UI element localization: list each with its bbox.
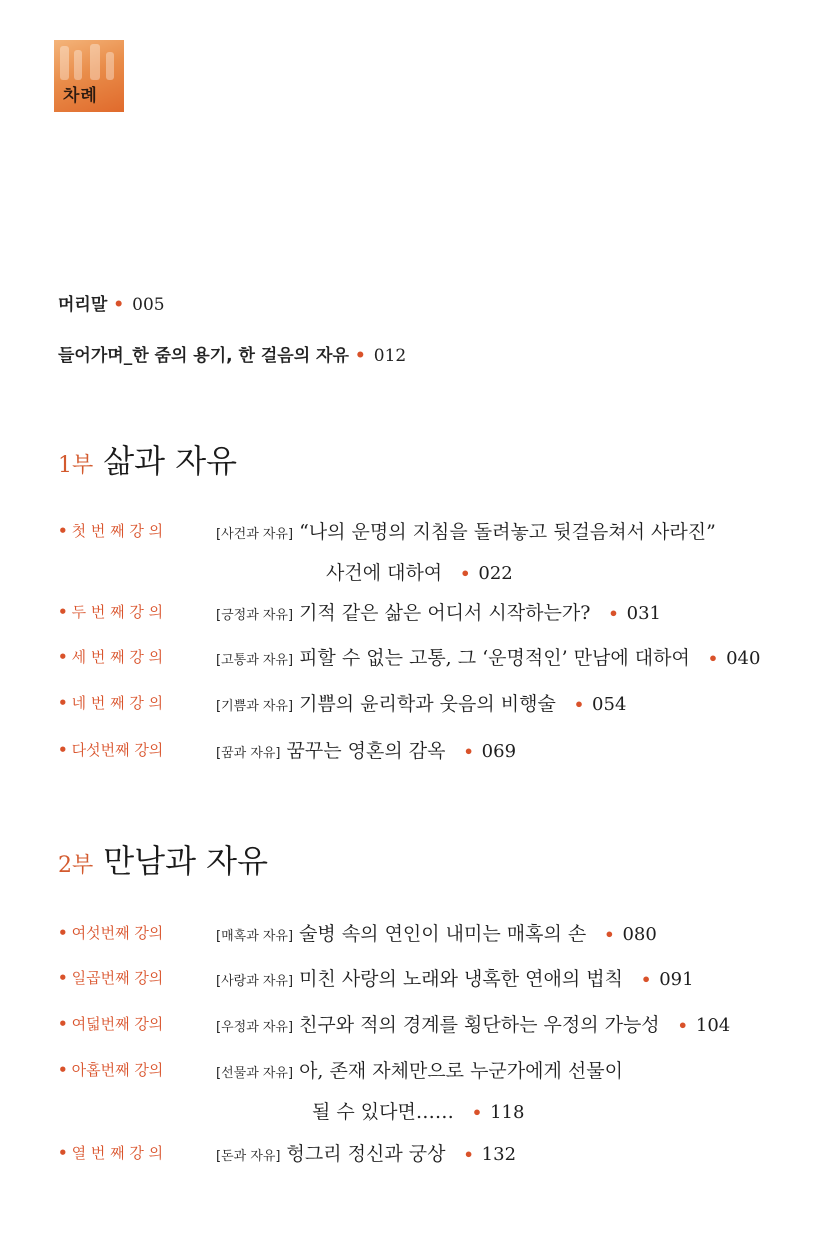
bullet-dot: •: [58, 924, 68, 942]
lecture-label: • 열 번 째 강 의: [58, 1144, 164, 1162]
bullet-dot: •: [58, 969, 68, 987]
chapter-title: 친구와 적의 경계를 횡단하는 우정의 가능성: [299, 1014, 660, 1036]
chapter-tag: [매혹과 자유]: [216, 929, 294, 944]
chapter-title: “나의 운명의 지침을 돌려놓고 뒷걸음쳐서 사라진”: [299, 521, 716, 543]
page-number: 118: [490, 1102, 525, 1123]
bullet-dot: •: [608, 604, 619, 623]
chapter-title: 술병 속의 연인이 내미는 매혹의 손: [299, 923, 587, 945]
part-number: 1부: [58, 453, 94, 478]
lecture-label: • 여덟번째 강의: [58, 1015, 164, 1033]
bullet-dot: •: [58, 1015, 68, 1033]
lecture-label: • 두 번 째 강 의: [58, 603, 164, 621]
bullet-dot: •: [58, 648, 68, 666]
bullet-dot: •: [58, 694, 68, 712]
chapter-tag: [선물과 자유]: [216, 1066, 294, 1081]
bullet-dot: •: [58, 522, 68, 540]
front-matter-label: 머리말: [58, 295, 108, 315]
page-number: 031: [626, 603, 661, 624]
chapter-tag: [긍정과 자유]: [216, 608, 294, 623]
bullet-dot: •: [640, 970, 652, 989]
bullet-dot: •: [707, 649, 719, 668]
lecture-label: • 아홉번째 강의: [58, 1061, 164, 1079]
bullet-dot: •: [463, 1145, 474, 1164]
page-number: 091: [659, 969, 694, 990]
front-matter-intro[interactable]: [58, 341, 406, 366]
bullet-dot: •: [604, 925, 615, 944]
bullet-dot: •: [58, 741, 68, 759]
page-number: 040: [726, 648, 761, 669]
chapter-title: 피할 수 없는 고통, 그 ‘운명적인’ 만남에 대하여: [299, 647, 690, 669]
chapter-tag: [사랑과 자유]: [216, 974, 294, 989]
page-number: 132: [481, 1144, 517, 1165]
lecture-label: • 첫 번 째 강 의: [58, 522, 164, 540]
page-number: 022: [478, 563, 513, 584]
front-matter-preface[interactable]: [58, 290, 165, 315]
chapter-tag: [기쁨과 자유]: [216, 699, 294, 714]
bullet-dot: •: [573, 695, 585, 714]
bullet-dot: •: [58, 603, 68, 621]
chapter-title: 미친 사랑의 노래와 냉혹한 연애의 법칙: [299, 968, 623, 990]
page-number: 005: [132, 295, 165, 315]
page-number: 080: [622, 924, 657, 945]
page-number: 069: [481, 741, 517, 762]
bullet-dot: •: [113, 295, 125, 315]
bullet-dot: •: [677, 1016, 688, 1035]
bullet-dot: •: [471, 1103, 483, 1122]
chapter-title: 아, 존재 자체만으로 누군가에게 선물이: [299, 1060, 623, 1082]
chapter-tag: [돈과 자유]: [216, 1149, 281, 1164]
lecture-label: • 세 번 째 강 의: [58, 648, 164, 666]
bullet-dot: •: [460, 564, 471, 583]
chapter-tag: [꿈과 자유]: [216, 746, 281, 761]
part-heading-2: [58, 836, 268, 882]
part-title: 만남과 자유: [103, 842, 268, 880]
bullet-dot: •: [463, 742, 474, 761]
bullet-dot: •: [58, 1061, 68, 1079]
lecture-label: • 여섯번째 강의: [58, 924, 164, 942]
chapter-tag: [우정과 자유]: [216, 1020, 294, 1035]
page-number: 104: [695, 1015, 731, 1036]
part-title: 삶과 자유: [103, 442, 238, 480]
chapter-tag: [사건과 자유]: [216, 527, 294, 542]
badge-label: 차례: [63, 86, 98, 106]
part-heading-1: [58, 436, 237, 482]
lecture-label: • 네 번 째 강 의: [58, 694, 164, 712]
lecture-label: • 다섯번째 강의: [58, 741, 164, 759]
chapter-title-continued: 사건에 대하여: [326, 562, 443, 584]
page-number: 012: [373, 346, 407, 366]
part-number: 2부: [58, 853, 94, 878]
front-matter-label: 들어가며_한 줌의 용기, 한 걸음의 자유: [58, 346, 349, 366]
bullet-dot: •: [354, 346, 366, 366]
bullet-dot: •: [58, 1144, 68, 1162]
chapter-title-continued: 될 수 있다면……: [312, 1101, 454, 1123]
chapter-title: 꿈꾸는 영혼의 감옥: [286, 740, 446, 762]
chapter-title: 헝그리 정신과 궁상: [286, 1143, 446, 1165]
toc-badge: [54, 40, 124, 112]
lecture-label: • 일곱번째 강의: [58, 969, 164, 987]
page-number: 054: [592, 694, 627, 715]
chapter-title: 기적 같은 삶은 어디서 시작하는가?: [299, 602, 591, 624]
chapter-title: 기쁨의 윤리학과 웃음의 비행술: [299, 693, 556, 715]
chapter-tag: [고통과 자유]: [216, 653, 294, 668]
